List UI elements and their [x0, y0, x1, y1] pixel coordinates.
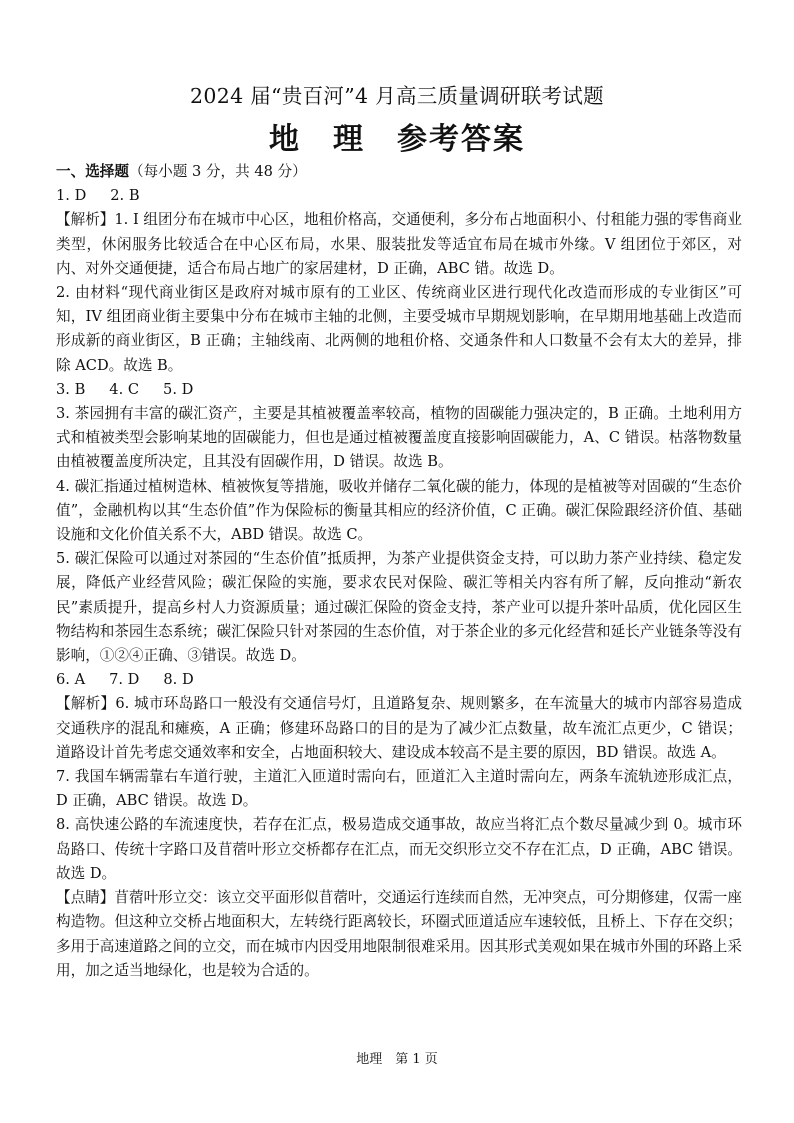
answer-row	[56, 668, 742, 692]
section-note: （每小题 3 分，共 48 分）	[128, 163, 307, 180]
answer-content	[56, 160, 742, 983]
page-subtitle: 地 理 参考答案	[269, 122, 525, 157]
answer-key: 1. D	[56, 187, 87, 205]
answer-key: 3. B	[56, 380, 86, 398]
page-footer: 地理 第 1 页	[356, 1052, 438, 1067]
explanation-paragraph: 8. 高快速公路的车流速度快，若存在汇点，极易造成交通事故，故应当将汇点个数尽量减少到 0。城市环岛路口、传统十字路口及苜蓿叶形立交桥都存在汇点，而无交织形立交不存在汇点，D 正确，ABC 错误。故选 D。	[56, 816, 742, 882]
answer-key: 5. D	[163, 380, 194, 398]
answer-key: 2. B	[110, 187, 140, 205]
answer-row	[56, 184, 742, 208]
explanation-paragraph: 7. 我国车辆需靠右车道行驶，主道汇入匝道时需向右，匝道汇入主道时需向左，两条车流轨迹形成汇点，D 正确，ABC 错误。故选 D。	[56, 768, 742, 810]
explanation-paragraph: 4. 碳汇指通过植树造林、植被恢复等措施，吸收并储存二氧化碳的能力，体现的是植被等对固碳的“生态价值”，金融机构以其“生态价值”作为保险标的衡量其相应的经济价值，C 正确。碳汇保险跟经济价值、基础设施和文化价值关系不大，ABD 错误。故选 C。	[56, 477, 742, 544]
exam-title: 2024 届“贵百河”4 月高三质量调研联考试题	[190, 84, 604, 108]
section-heading	[56, 160, 742, 184]
answer-key: 4. C	[109, 380, 140, 398]
explanation-paragraph: 3. 茶园拥有丰富的碳汇资产，主要是其植被覆盖率较高，植物的固碳能力强决定的，B 正确。土地利用方式和植被类型会影响某地的固碳能力，但也是通过植被覆盖度直接影响固碳能力，A、C 错误。枯落物数量由植被覆盖度所决定，且其没有固碳作用，D 错误。故选 B。	[56, 405, 742, 471]
explanation-paragraph: 2. 由材料“现代商业街区是政府对城市原有的工业区、传统商业区进行现代化改造而形成的专业街区”可知，IV 组团商业街主要集中分布在城市主轴的北侧，主要受城市早期规划影响，在早期用地基础上改造而形成新的商业街区，B 正确；主轴线南、北两侧的地租价格、交通条件和人口数量不会有太大的差异，排除 ACD。故选 B。	[56, 284, 742, 374]
tip-paragraph: 【点睛】苜蓿叶形立交：该立交平面形似苜蓿叶，交通运行连续而自然，无冲突点，可分期修建，仅需一座构造物。但这种立交桥占地面积大，左转绕行距离较长，环圈式匝道适应车速较低，且桥上、下存在交织；多用于高速道路之间的立交，而在城市内因受用地限制很难采用。因其形式美观如果在城市外围的环路上采用，加之适当地绿化，也是较为合适的。	[56, 889, 742, 979]
answer-key: 7. D	[109, 671, 140, 689]
answer-key: 6. A	[56, 671, 86, 689]
section-label: 一、选择题	[56, 163, 129, 180]
explanation-paragraph: 【解析】1. I 组团分布在城市中心区，地租价格高，交通便利，多分布占地面积小、付租能力强的零售商业类型，休闲服务比较适合在中心区布局，水果、服装批发等适宜布局在城市外缘。V 组团位于郊区，对内、对外交通便捷，适合布局占地广的家居建材，D 正确，ABC 错。故选 D。	[56, 211, 742, 277]
answer-row	[56, 378, 742, 402]
answer-key: 8. D	[163, 671, 194, 689]
explanation-paragraph: 5. 碳汇保险可以通过对茶园的“生态价值”抵质押，为茶产业提供资金支持，可以助力茶产业持续、稳定发展，降低产业经营风险；碳汇保险的实施，要求农民对保险、碳汇等相关内容有所了解，反向推动“新农民”素质提升，提高乡村人力资源质量；通过碳汇保险的资金支持，茶产业可以提升茶叶品质，优化园区生物结构和茶园生态系统；碳汇保险只针对茶园的生态价值，对于茶企业的多元化经营和延长产业链条等没有影响，①②④正确、③错误。故选 D。	[56, 550, 742, 665]
explanation-paragraph: 【解析】6. 城市环岛路口一般没有交通信号灯，且道路复杂、规则繁多，在车流量大的城市内部容易造成交通秩序的混乱和瘫痪，A 正确；修建环岛路口的目的是为了减少汇点数量，故车流汇点更少，C 错误；道路设计首先考虑交通效率和安全，占地面积较大、建设成本较高不是主要的原因，BD 错误。故选 A。	[56, 695, 742, 761]
